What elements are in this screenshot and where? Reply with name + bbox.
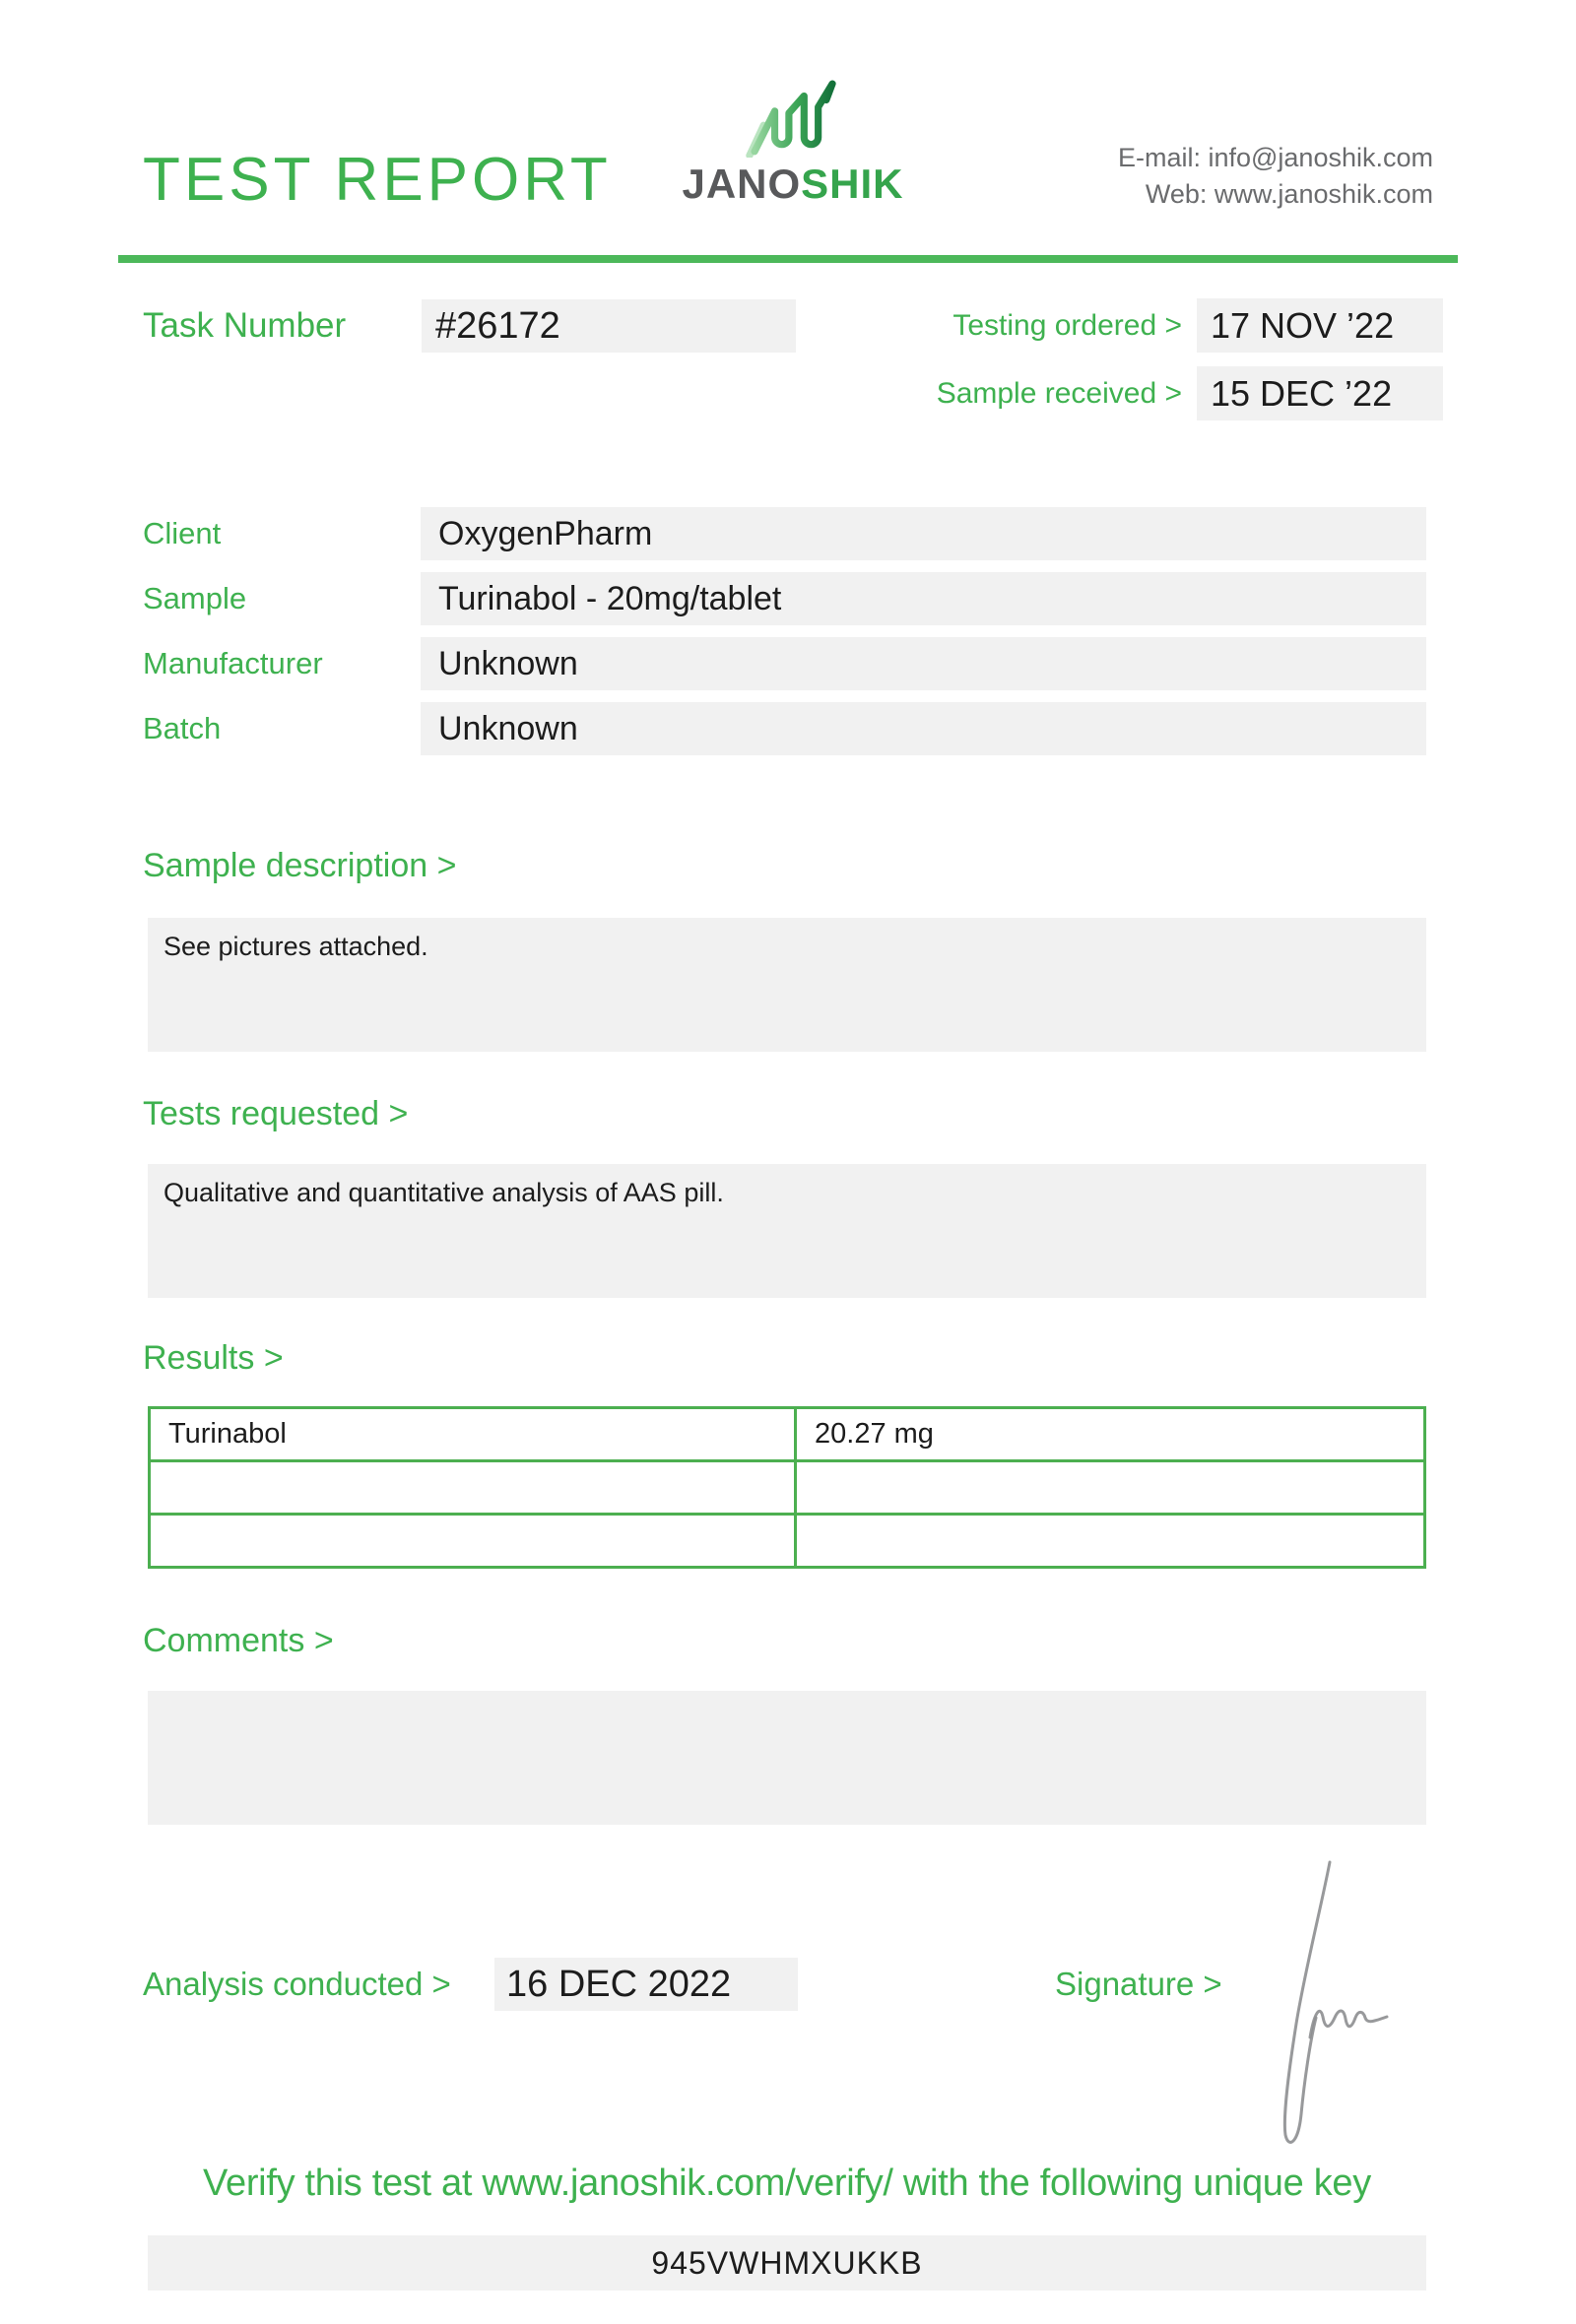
comments-text xyxy=(148,1691,1426,1703)
header-divider xyxy=(118,255,1458,263)
task-number-field xyxy=(422,299,796,353)
tests-requested-box xyxy=(148,1164,1426,1298)
results-table xyxy=(148,1406,1426,1569)
task-number-value: #26172 xyxy=(435,305,560,347)
testing-ordered-value: 17 NOV ’22 xyxy=(1211,305,1395,346)
results-heading: Results > xyxy=(143,1339,284,1377)
result-substance xyxy=(150,1461,796,1515)
result-amount xyxy=(796,1515,1425,1568)
sample-description-box xyxy=(148,918,1426,1052)
signature-label: Signature > xyxy=(1055,1966,1222,2002)
contact-email: E-mail: info@janoshik.com xyxy=(1117,143,1433,172)
result-amount: 20.27 mg xyxy=(796,1408,1425,1461)
contact-web: Web: www.janoshik.com xyxy=(1145,179,1433,209)
brand-name-gray: JANO xyxy=(682,161,802,207)
verify-key-value: 945VWHMXUKKB xyxy=(651,2245,923,2281)
contact-info xyxy=(1118,140,1433,213)
results-row xyxy=(150,1515,1425,1568)
client-value: OxygenPharm xyxy=(438,515,653,552)
tests-requested-text: Qualitative and quantitative analysis of AAS pill. xyxy=(164,1178,724,1207)
brand-name-green: SHIK xyxy=(801,161,904,207)
sample-received-value: 15 DEC ’22 xyxy=(1211,373,1393,414)
sample-description-heading: Sample description > xyxy=(143,847,457,884)
analysis-conducted-field xyxy=(494,1958,798,2011)
logo-chart-icon xyxy=(746,79,840,158)
sample-received-field xyxy=(1197,366,1443,420)
sample-received-label: Sample received > xyxy=(936,377,1182,410)
brand-name xyxy=(680,163,906,205)
manufacturer-value: Unknown xyxy=(438,645,578,682)
results-row xyxy=(150,1461,1425,1515)
client-field xyxy=(421,507,1426,560)
comments-heading: Comments > xyxy=(143,1622,334,1659)
testing-ordered-field xyxy=(1197,298,1443,353)
manufacturer-field xyxy=(421,637,1426,690)
sample-label: Sample xyxy=(143,581,247,615)
page-title: TEST REPORT xyxy=(143,146,612,214)
tests-requested-heading: Tests requested > xyxy=(143,1095,409,1132)
result-amount xyxy=(796,1461,1425,1515)
batch-value: Unknown xyxy=(438,710,578,747)
result-substance xyxy=(150,1515,796,1568)
sample-description-text: See pictures attached. xyxy=(164,932,428,961)
analysis-conducted-value: 16 DEC 2022 xyxy=(506,1964,732,2005)
batch-field xyxy=(421,702,1426,755)
testing-ordered-label: Testing ordered > xyxy=(952,309,1182,342)
sample-field xyxy=(421,572,1426,625)
comments-box xyxy=(148,1691,1426,1825)
batch-label: Batch xyxy=(143,711,222,745)
result-substance: Turinabol xyxy=(150,1408,796,1461)
manufacturer-label: Manufacturer xyxy=(143,646,323,680)
analysis-conducted-label: Analysis conducted > xyxy=(143,1966,451,2002)
task-number-label: Task Number xyxy=(143,306,347,345)
signature-image xyxy=(1253,1856,1391,2152)
sample-value: Turinabol - 20mg/tablet xyxy=(438,580,782,617)
brand-logo xyxy=(680,79,906,205)
verify-key-box xyxy=(148,2235,1426,2291)
verify-instruction: Verify this test at www.janoshik.com/verify/ with the following unique key xyxy=(203,2163,1371,2204)
client-label: Client xyxy=(143,516,222,550)
results-row xyxy=(150,1408,1425,1461)
